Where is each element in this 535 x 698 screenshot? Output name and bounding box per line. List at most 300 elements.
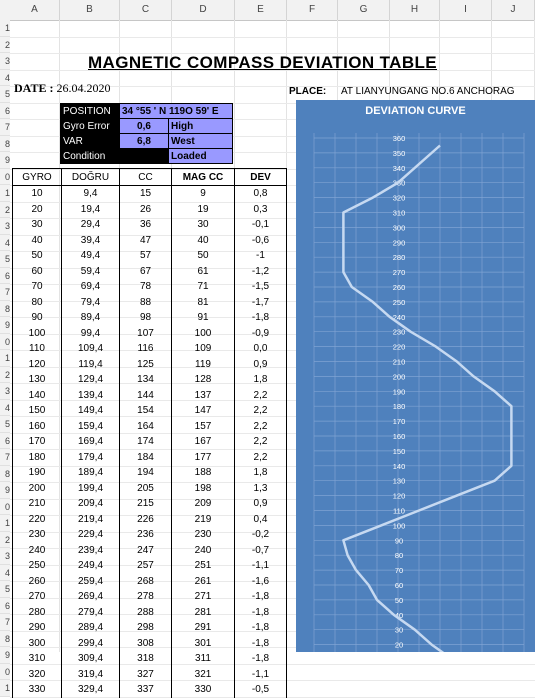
table-cell[interactable]: 311 <box>172 651 235 667</box>
table-cell[interactable]: 240 <box>13 543 62 559</box>
table-cell[interactable]: 130 <box>13 372 62 388</box>
table-cell[interactable]: 1,8 <box>235 372 287 388</box>
table-cell[interactable]: 109 <box>172 341 235 357</box>
table-cell[interactable]: 2,2 <box>235 403 287 419</box>
table-cell[interactable]: 128 <box>172 372 235 388</box>
table-cell[interactable]: 91 <box>172 310 235 326</box>
table-row <box>13 574 287 590</box>
table-cell[interactable]: 327 <box>120 667 172 683</box>
row-header[interactable]: 0 <box>0 169 10 186</box>
table-cell[interactable]: -1 <box>235 248 287 264</box>
table-cell[interactable]: -1,8 <box>235 605 287 621</box>
y-tick-label: 130 <box>392 476 406 486</box>
table-cell[interactable]: 209,4 <box>62 496 120 512</box>
table-cell[interactable]: 180 <box>13 450 62 466</box>
column-header-5[interactable]: E <box>235 0 287 20</box>
table-cell[interactable]: 270 <box>13 589 62 605</box>
row-header[interactable]: 6 <box>0 103 10 120</box>
table-cell[interactable]: 2,2 <box>235 434 287 450</box>
table-cell[interactable]: 120 <box>13 357 62 373</box>
table-cell[interactable]: 0,0 <box>235 341 287 357</box>
table-cell[interactable]: 299,4 <box>62 636 120 652</box>
table-cell[interactable]: 71 <box>172 279 235 295</box>
row-header[interactable]: 2 <box>0 532 10 549</box>
table-row <box>13 341 287 357</box>
table-cell[interactable]: 100 <box>13 326 62 342</box>
position-label[interactable]: POSITION <box>61 104 120 119</box>
table-row <box>13 233 287 249</box>
var-value[interactable]: 6,8 <box>120 134 169 149</box>
table-cell[interactable]: 210 <box>13 496 62 512</box>
row-header[interactable]: 1 <box>0 185 10 202</box>
date-label: DATE : <box>14 81 54 95</box>
row-header[interactable]: 5 <box>0 86 10 103</box>
table-cell[interactable]: 147 <box>172 403 235 419</box>
table-cell[interactable]: 257 <box>120 558 172 574</box>
table-cell[interactable]: 90 <box>13 310 62 326</box>
table-cell[interactable]: 249,4 <box>62 558 120 574</box>
table-cell[interactable]: 70 <box>13 279 62 295</box>
table-cell[interactable]: 100 <box>172 326 235 342</box>
column-header-9[interactable]: I <box>440 0 492 20</box>
deviation-curve-line <box>343 146 511 653</box>
row-header[interactable]: 9 <box>0 317 10 334</box>
table-cell[interactable]: 19 <box>172 202 235 218</box>
table-cell[interactable]: 321 <box>172 667 235 683</box>
table-cell[interactable]: 26 <box>120 202 172 218</box>
table-cell[interactable]: 220 <box>13 512 62 528</box>
y-tick-label: 60 <box>394 581 404 590</box>
row-header[interactable]: 2 <box>0 367 10 384</box>
table-cell[interactable]: 150 <box>13 403 62 419</box>
table-row <box>13 605 287 621</box>
table-cell[interactable]: 19,4 <box>62 202 120 218</box>
table-row <box>13 295 287 311</box>
table-cell[interactable]: 269,4 <box>62 589 120 605</box>
y-tick-label: 160 <box>392 432 406 441</box>
table-cell[interactable]: 69,4 <box>62 279 120 295</box>
table-cell[interactable]: 88 <box>120 295 172 311</box>
row-header[interactable]: 4 <box>0 565 10 582</box>
table-cell[interactable]: 229,4 <box>62 527 120 543</box>
table-cell[interactable]: 320 <box>13 667 62 683</box>
table-cell[interactable]: 0,3 <box>235 202 287 218</box>
table-cell[interactable]: 159,4 <box>62 419 120 435</box>
column-header-3[interactable]: C <box>120 0 172 20</box>
table-cell[interactable]: 301 <box>172 636 235 652</box>
table-row <box>13 279 287 295</box>
table-cell[interactable]: 78 <box>120 279 172 295</box>
y-tick-label: 330 <box>392 178 406 188</box>
table-cell[interactable]: 298 <box>120 620 172 636</box>
table-cell[interactable]: 110 <box>13 341 62 357</box>
header-mag-cc[interactable]: MAG CC <box>172 169 235 186</box>
table-cell[interactable]: 144 <box>120 388 172 404</box>
y-tick-label: 210 <box>392 357 406 367</box>
row-header[interactable]: 2 <box>0 37 10 54</box>
table-cell[interactable]: 261 <box>172 574 235 590</box>
chart-title: DEVIATION CURVE <box>365 105 466 117</box>
table-cell[interactable]: 137 <box>172 388 235 404</box>
table-cell[interactable]: 1,3 <box>235 481 287 497</box>
header-dev[interactable]: DEV <box>235 169 287 186</box>
y-tick-label: 20 <box>394 640 404 650</box>
table-cell[interactable]: -1,8 <box>235 310 287 326</box>
table-cell[interactable]: -1,8 <box>235 651 287 667</box>
row-header[interactable]: 4 <box>0 70 10 87</box>
table-cell[interactable]: 81 <box>172 295 235 311</box>
table-cell[interactable]: -0,5 <box>235 682 287 698</box>
row-header[interactable]: 5 <box>0 251 10 268</box>
table-cell[interactable]: 236 <box>120 527 172 543</box>
table-cell[interactable]: 230 <box>172 527 235 543</box>
table-cell[interactable]: 188 <box>172 465 235 481</box>
table-cell[interactable]: 164 <box>120 419 172 435</box>
var-label[interactable]: VAR <box>61 134 120 149</box>
header-cc[interactable]: CC <box>120 169 172 186</box>
table-cell[interactable]: 174 <box>120 434 172 450</box>
table-cell[interactable]: -1,8 <box>235 589 287 605</box>
table-cell[interactable]: 79,4 <box>62 295 120 311</box>
table-cell[interactable]: 169,4 <box>62 434 120 450</box>
row-header[interactable]: 3 <box>0 53 10 70</box>
y-tick-label: 270 <box>392 268 406 278</box>
row-header[interactable]: 9 <box>0 647 10 664</box>
table-cell[interactable]: -0,7 <box>235 543 287 559</box>
table-cell[interactable]: 219 <box>172 512 235 528</box>
row-header[interactable]: 7 <box>0 284 10 301</box>
y-tick-label: 40 <box>394 610 404 620</box>
y-tick-label: 100 <box>392 521 406 531</box>
table-cell[interactable]: 330 <box>172 682 235 698</box>
table-cell[interactable]: 268 <box>120 574 172 590</box>
table-row <box>13 388 287 404</box>
table-cell[interactable]: 0,9 <box>235 357 287 373</box>
table-row <box>13 372 287 388</box>
table-cell[interactable]: 125 <box>120 357 172 373</box>
date-value: 26.04.2020 <box>56 81 111 95</box>
table-cell[interactable]: 0,4 <box>235 512 287 528</box>
column-header-7[interactable]: G <box>338 0 390 20</box>
var-note[interactable]: West <box>169 134 233 149</box>
table-cell[interactable]: -1,5 <box>235 279 287 295</box>
table-cell[interactable]: 47 <box>120 233 172 249</box>
table-cell[interactable]: 205 <box>120 481 172 497</box>
y-tick-label: 240 <box>392 312 406 322</box>
row-header[interactable]: 6 <box>0 433 10 450</box>
column-header-1[interactable]: A <box>10 0 60 20</box>
table-cell[interactable]: 119 <box>172 357 235 373</box>
table-row <box>13 357 287 373</box>
table-row <box>13 558 287 574</box>
table-cell[interactable]: 0,8 <box>235 186 287 202</box>
table-cell[interactable]: 170 <box>13 434 62 450</box>
date-line <box>14 81 110 96</box>
table-cell[interactable]: 309,4 <box>62 651 120 667</box>
table-cell[interactable]: 109,4 <box>62 341 120 357</box>
table-cell[interactable]: 199,4 <box>62 481 120 497</box>
deviation-table <box>12 168 287 698</box>
table-row <box>13 481 287 497</box>
condition-label[interactable]: Condition <box>61 149 169 164</box>
y-tick-label: 170 <box>392 417 406 427</box>
row-header[interactable]: 3 <box>0 383 10 400</box>
y-tick-label: 290 <box>392 238 406 248</box>
table-cell[interactable]: 247 <box>120 543 172 559</box>
table-cell[interactable]: 99,4 <box>62 326 120 342</box>
table-cell[interactable]: -0,6 <box>235 233 287 249</box>
table-cell[interactable]: 239,4 <box>62 543 120 559</box>
table-cell[interactable]: 194 <box>120 465 172 481</box>
table-cell[interactable]: 300 <box>13 636 62 652</box>
table-cell[interactable]: 9 <box>172 186 235 202</box>
table-cell[interactable]: 2,2 <box>235 450 287 466</box>
table-cell[interactable]: 50 <box>172 248 235 264</box>
table-cell[interactable]: 49,4 <box>62 248 120 264</box>
table-cell[interactable]: 337 <box>120 682 172 698</box>
row-header[interactable]: 7 <box>0 449 10 466</box>
header-dogru[interactable]: DOĞRU <box>62 169 120 186</box>
table-cell[interactable]: 89,4 <box>62 310 120 326</box>
table-row <box>13 450 287 466</box>
table-cell[interactable]: -0,1 <box>235 217 287 233</box>
column-header-4[interactable]: D <box>172 0 235 20</box>
table-cell[interactable]: -1,2 <box>235 264 287 280</box>
table-cell[interactable]: 260 <box>13 574 62 590</box>
table-cell[interactable]: 10 <box>13 186 62 202</box>
row-header[interactable]: 1 <box>0 350 10 367</box>
y-tick-label: 200 <box>392 372 406 382</box>
gyro-error-value[interactable]: 0,6 <box>120 119 169 134</box>
table-row <box>13 512 287 528</box>
row-header[interactable]: 5 <box>0 581 10 598</box>
table-cell[interactable]: 29,4 <box>62 217 120 233</box>
table-cell[interactable]: 67 <box>120 264 172 280</box>
row-header[interactable]: 4 <box>0 400 10 417</box>
table-cell[interactable]: 318 <box>120 651 172 667</box>
row-header[interactable]: 8 <box>0 301 10 318</box>
table-cell[interactable]: 290 <box>13 620 62 636</box>
table-cell[interactable]: 230 <box>13 527 62 543</box>
table-cell[interactable]: 15 <box>120 186 172 202</box>
table-cell[interactable]: 177 <box>172 450 235 466</box>
table-cell[interactable]: 157 <box>172 419 235 435</box>
table-row <box>13 419 287 435</box>
table-cell[interactable]: 179,4 <box>62 450 120 466</box>
table-row <box>13 403 287 419</box>
table-row <box>13 682 287 698</box>
table-cell[interactable]: 240 <box>172 543 235 559</box>
table-cell[interactable]: 129,4 <box>62 372 120 388</box>
table-cell[interactable]: 119,4 <box>62 357 120 373</box>
gyro-error-note[interactable]: High <box>169 119 233 134</box>
table-cell[interactable]: 160 <box>13 419 62 435</box>
table-cell[interactable]: -1,8 <box>235 636 287 652</box>
table-cell[interactable]: 184 <box>120 450 172 466</box>
row-header[interactable]: 1 <box>0 680 10 697</box>
place-value: AT LIANYUNGANG NO.6 ANCHORAG <box>341 86 515 97</box>
table-cell[interactable]: 330 <box>13 682 62 698</box>
table-cell[interactable]: 40 <box>13 233 62 249</box>
deviation-chart[interactable] <box>296 100 535 652</box>
condition-value[interactable]: Loaded <box>169 149 233 164</box>
row-header[interactable]: 8 <box>0 136 10 153</box>
table-cell[interactable]: 59,4 <box>62 264 120 280</box>
table-row <box>13 651 287 667</box>
table-cell[interactable]: 149,4 <box>62 403 120 419</box>
column-header-bar <box>0 0 535 21</box>
row-header[interactable]: 1 <box>0 20 10 37</box>
y-tick-label: 350 <box>392 148 406 158</box>
table-cell[interactable]: 319,4 <box>62 667 120 683</box>
table-cell[interactable]: 0,9 <box>235 496 287 512</box>
table-cell[interactable]: 2,2 <box>235 388 287 404</box>
sheet-title: MAGNETIC COMPASS DEVIATION TABLE <box>88 53 438 72</box>
y-tick-label: 360 <box>392 134 406 143</box>
table-cell[interactable]: 190 <box>13 465 62 481</box>
table-cell[interactable]: 116 <box>120 341 172 357</box>
row-header[interactable]: 7 <box>0 614 10 631</box>
table-cell[interactable]: 271 <box>172 589 235 605</box>
table-cell[interactable]: 279,4 <box>62 605 120 621</box>
row-header[interactable]: 6 <box>0 598 10 615</box>
row-header[interactable]: 9 <box>0 152 10 169</box>
table-row <box>13 434 287 450</box>
gyro-error-label[interactable]: Gyro Error <box>61 119 120 134</box>
y-tick-label: 260 <box>392 283 406 292</box>
row-header[interactable]: 0 <box>0 499 10 516</box>
table-cell[interactable]: 198 <box>172 481 235 497</box>
table-cell[interactable]: 140 <box>13 388 62 404</box>
position-value[interactable]: 34 °55 ' N 119O 59' E <box>120 104 233 119</box>
row-header[interactable]: 0 <box>0 664 10 681</box>
table-cell[interactable]: 310 <box>13 651 62 667</box>
table-cell[interactable]: 251 <box>172 558 235 574</box>
place-label: PLACE: <box>289 86 327 97</box>
table-cell[interactable]: 189,4 <box>62 465 120 481</box>
table-cell[interactable]: 9,4 <box>62 186 120 202</box>
y-tick-label: 90 <box>394 536 404 546</box>
table-cell[interactable]: 80 <box>13 295 62 311</box>
table-cell[interactable]: -1,7 <box>235 295 287 311</box>
table-cell[interactable]: 39,4 <box>62 233 120 249</box>
y-tick-label: 50 <box>394 595 404 605</box>
table-cell[interactable]: 50 <box>13 248 62 264</box>
y-tick-label: 120 <box>392 491 406 501</box>
row-header[interactable]: 4 <box>0 235 10 252</box>
column-header-10[interactable]: J <box>492 0 535 20</box>
table-row <box>13 310 287 326</box>
header-gyro[interactable]: GYRO <box>13 169 62 186</box>
table-cell[interactable]: 288 <box>120 605 172 621</box>
table-cell[interactable]: 139,4 <box>62 388 120 404</box>
table-cell[interactable]: 57 <box>120 248 172 264</box>
y-tick-label: 70 <box>394 566 404 576</box>
table-cell[interactable]: 61 <box>172 264 235 280</box>
column-header-2[interactable]: B <box>60 0 120 20</box>
table-cell[interactable]: 308 <box>120 636 172 652</box>
table-row <box>13 620 287 636</box>
row-header[interactable]: 0 <box>0 334 10 351</box>
column-header-8[interactable]: H <box>390 0 440 20</box>
table-cell[interactable]: 2,2 <box>235 419 287 435</box>
table-cell[interactable]: -1,1 <box>235 558 287 574</box>
table-cell[interactable]: 219,4 <box>62 512 120 528</box>
table-cell[interactable]: -1,1 <box>235 667 287 683</box>
table-cell[interactable]: 134 <box>120 372 172 388</box>
y-tick-label: 230 <box>392 327 406 337</box>
table-cell[interactable]: 291 <box>172 620 235 636</box>
y-tick-label: 110 <box>393 506 405 516</box>
row-header[interactable]: 1 <box>0 515 10 532</box>
deviation-chart-svg <box>296 100 535 652</box>
table-row <box>13 527 287 543</box>
table-cell[interactable]: -0,2 <box>235 527 287 543</box>
table-cell[interactable]: 98 <box>120 310 172 326</box>
table-row <box>13 465 287 481</box>
table-row <box>13 186 287 202</box>
table-cell[interactable]: 20 <box>13 202 62 218</box>
table-cell[interactable]: -1,6 <box>235 574 287 590</box>
row-header[interactable]: 3 <box>0 218 10 235</box>
row-header[interactable]: 8 <box>0 631 10 648</box>
table-cell[interactable]: 289,4 <box>62 620 120 636</box>
table-cell[interactable]: -1,8 <box>235 620 287 636</box>
row-header[interactable]: 2 <box>0 202 10 219</box>
table-cell[interactable]: 30 <box>172 217 235 233</box>
table-cell[interactable]: 280 <box>13 605 62 621</box>
table-cell[interactable]: 281 <box>172 605 235 621</box>
y-tick-label: 300 <box>392 223 406 233</box>
table-cell[interactable]: 40 <box>172 233 235 249</box>
y-tick-label: 220 <box>392 342 406 352</box>
y-tick-label: 320 <box>392 193 406 203</box>
table-cell[interactable]: 278 <box>120 589 172 605</box>
y-tick-label: 140 <box>392 461 406 471</box>
table-cell[interactable]: 1,8 <box>235 465 287 481</box>
table-cell[interactable]: 36 <box>120 217 172 233</box>
y-tick-label: 250 <box>392 297 406 307</box>
column-header-6[interactable]: F <box>287 0 338 20</box>
deviation-table-header <box>13 169 287 186</box>
table-cell[interactable]: 107 <box>120 326 172 342</box>
table-cell[interactable]: -0,9 <box>235 326 287 342</box>
table-cell[interactable]: 154 <box>120 403 172 419</box>
row-header[interactable]: 9 <box>0 482 10 499</box>
table-row <box>13 217 287 233</box>
table-cell[interactable]: 329,4 <box>62 682 120 698</box>
table-cell[interactable]: 209 <box>172 496 235 512</box>
table-cell[interactable]: 250 <box>13 558 62 574</box>
y-tick-label: 80 <box>394 551 404 561</box>
y-tick-label: 280 <box>392 253 406 263</box>
row-header[interactable]: 8 <box>0 466 10 483</box>
y-tick-label: 30 <box>394 625 404 635</box>
row-header[interactable]: 6 <box>0 268 10 285</box>
table-cell[interactable]: 60 <box>13 264 62 280</box>
table-cell[interactable]: 200 <box>13 481 62 497</box>
row-header[interactable]: 7 <box>0 119 10 136</box>
table-cell[interactable]: 215 <box>120 496 172 512</box>
row-header[interactable]: 5 <box>0 416 10 433</box>
y-tick-label: 190 <box>392 387 406 397</box>
row-header[interactable]: 3 <box>0 548 10 565</box>
table-cell[interactable]: 30 <box>13 217 62 233</box>
table-cell[interactable]: 259,4 <box>62 574 120 590</box>
y-tick-label: 180 <box>392 402 406 412</box>
table-cell[interactable]: 167 <box>172 434 235 450</box>
table-cell[interactable]: 226 <box>120 512 172 528</box>
